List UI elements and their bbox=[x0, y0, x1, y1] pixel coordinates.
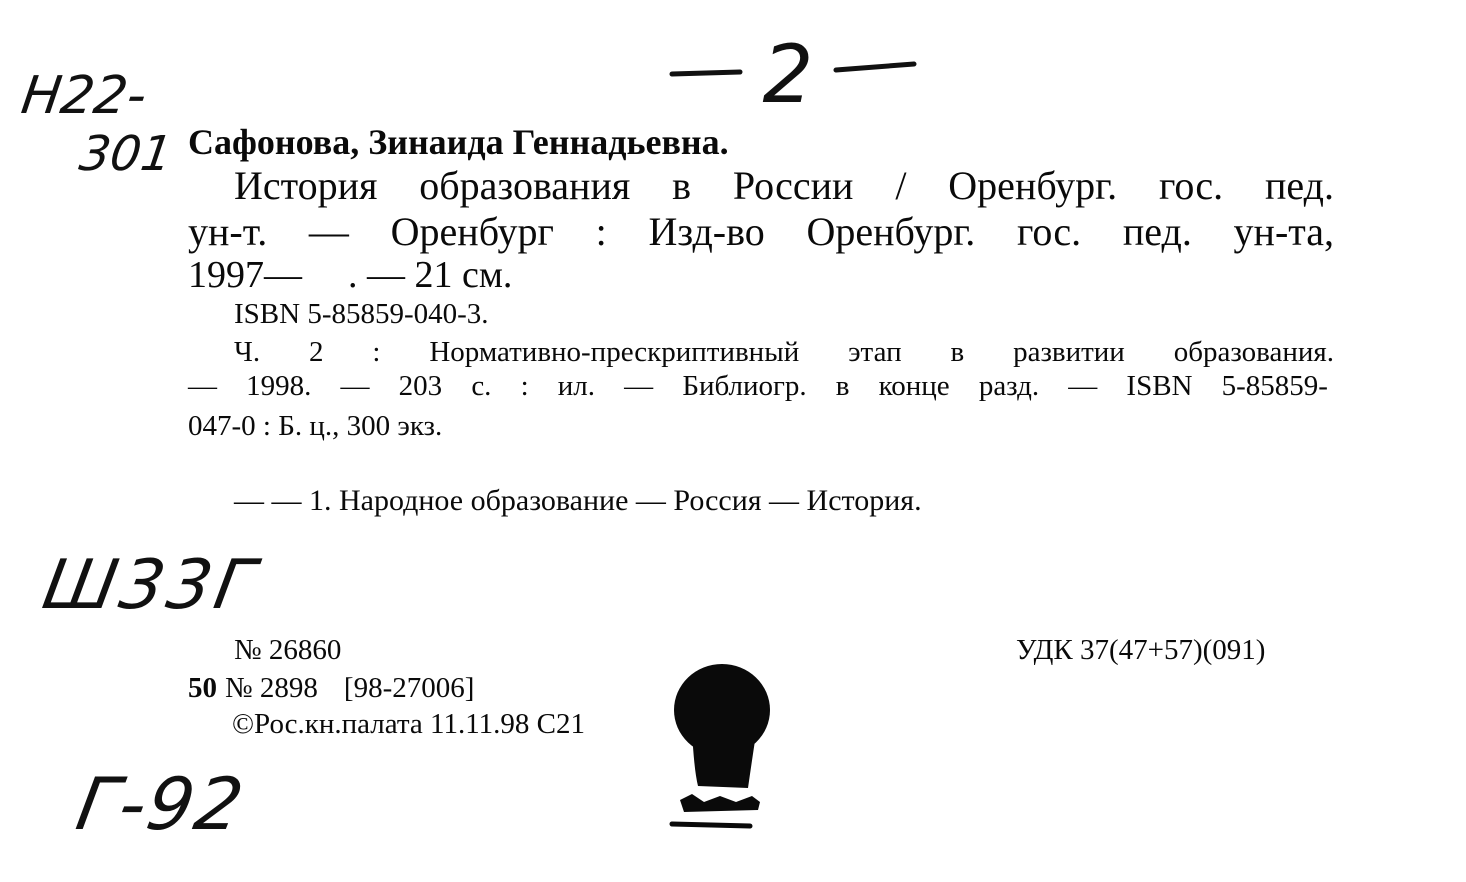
title-line-3 bbox=[188, 256, 512, 294]
title-word: гос. bbox=[1016, 209, 1082, 254]
part-word: : bbox=[520, 370, 529, 402]
part-word: : bbox=[372, 336, 381, 368]
part-word: 2 bbox=[309, 336, 324, 368]
handwritten-shelf-code-top: Н22- bbox=[17, 66, 151, 126]
title-word: России bbox=[732, 163, 854, 208]
part-word: разд. bbox=[978, 370, 1040, 402]
title-word: История bbox=[234, 163, 378, 208]
handwritten-shelf-code-number: 301 bbox=[76, 126, 176, 182]
handwritten-page-number bbox=[668, 36, 918, 112]
part-word: Ч. bbox=[234, 336, 261, 368]
part-word: в bbox=[950, 336, 965, 368]
title-word: Оренбург. bbox=[948, 163, 1118, 208]
part-word: ил. bbox=[557, 370, 596, 402]
part-word: — bbox=[340, 370, 370, 402]
publication-years: 1997— bbox=[188, 254, 302, 296]
handwritten-author-mark: Ш33Г bbox=[37, 546, 265, 625]
title-word: образования bbox=[419, 163, 631, 208]
title-word: — bbox=[308, 209, 349, 254]
part-word: образования. bbox=[1173, 336, 1334, 368]
part-word: 1998. bbox=[246, 370, 312, 402]
title-word: ун-та, bbox=[1233, 209, 1334, 254]
part-word: ISBN bbox=[1126, 370, 1193, 402]
part-word: конце bbox=[878, 370, 950, 402]
title-word: пед. bbox=[1122, 209, 1192, 254]
registration-id: № 2898 bbox=[225, 672, 318, 704]
handwritten-shelf-mark: Г-92 bbox=[70, 762, 252, 846]
part-word: 203 bbox=[398, 370, 443, 402]
title-line-1 bbox=[234, 163, 1334, 208]
title-word: гос. bbox=[1158, 163, 1224, 208]
part-word: в bbox=[835, 370, 850, 402]
title-line-2 bbox=[188, 209, 1334, 254]
title-word: Оренбург. bbox=[806, 209, 976, 254]
part-word: Библиогр. bbox=[682, 370, 807, 402]
part-line-1 bbox=[234, 338, 1334, 367]
dimensions: . — 21 см. bbox=[348, 254, 513, 296]
part-word: развитии bbox=[1013, 336, 1125, 368]
isbn-line: ISBN 5-85859-040-3. bbox=[234, 298, 489, 330]
part-word: — bbox=[624, 370, 654, 402]
title-word: : bbox=[595, 209, 607, 254]
title-word: / bbox=[895, 163, 907, 208]
title-word: Изд-во bbox=[648, 209, 765, 254]
part-line-3: 047-0 : Б. ц., 300 экз. bbox=[188, 410, 443, 442]
registration-code: [98-27006] bbox=[343, 672, 475, 704]
title-word: Оренбург bbox=[390, 209, 554, 254]
author-heading: Сафонова, Зинаида Геннадьевна. bbox=[188, 122, 729, 162]
udc-code: УДК 37(47+57)(091) bbox=[1016, 634, 1266, 666]
part-word: — bbox=[1068, 370, 1098, 402]
part-word: 5-85859- bbox=[1221, 370, 1328, 402]
part-word: с. bbox=[471, 370, 492, 402]
registration-number bbox=[188, 674, 474, 703]
page-number-digit: 2 bbox=[762, 36, 814, 112]
part-word: этап bbox=[848, 336, 902, 368]
part-word: — bbox=[188, 370, 217, 402]
title-word: пед. bbox=[1264, 163, 1334, 208]
title-word: в bbox=[672, 163, 692, 208]
card-number: № 26860 bbox=[234, 634, 342, 666]
copy-count: 50 bbox=[188, 672, 217, 704]
part-word: Нормативно-прескриптивный bbox=[429, 336, 800, 368]
title-word: ун-т. bbox=[188, 209, 268, 254]
subject-headings: — — 1. Народное образование — Россия — История. bbox=[234, 484, 922, 517]
ink-blot-stamp bbox=[664, 660, 774, 836]
part-line-2 bbox=[188, 372, 1328, 401]
book-chamber-line: ©Рос.кн.палата 11.11.98 С21 bbox=[232, 708, 585, 740]
